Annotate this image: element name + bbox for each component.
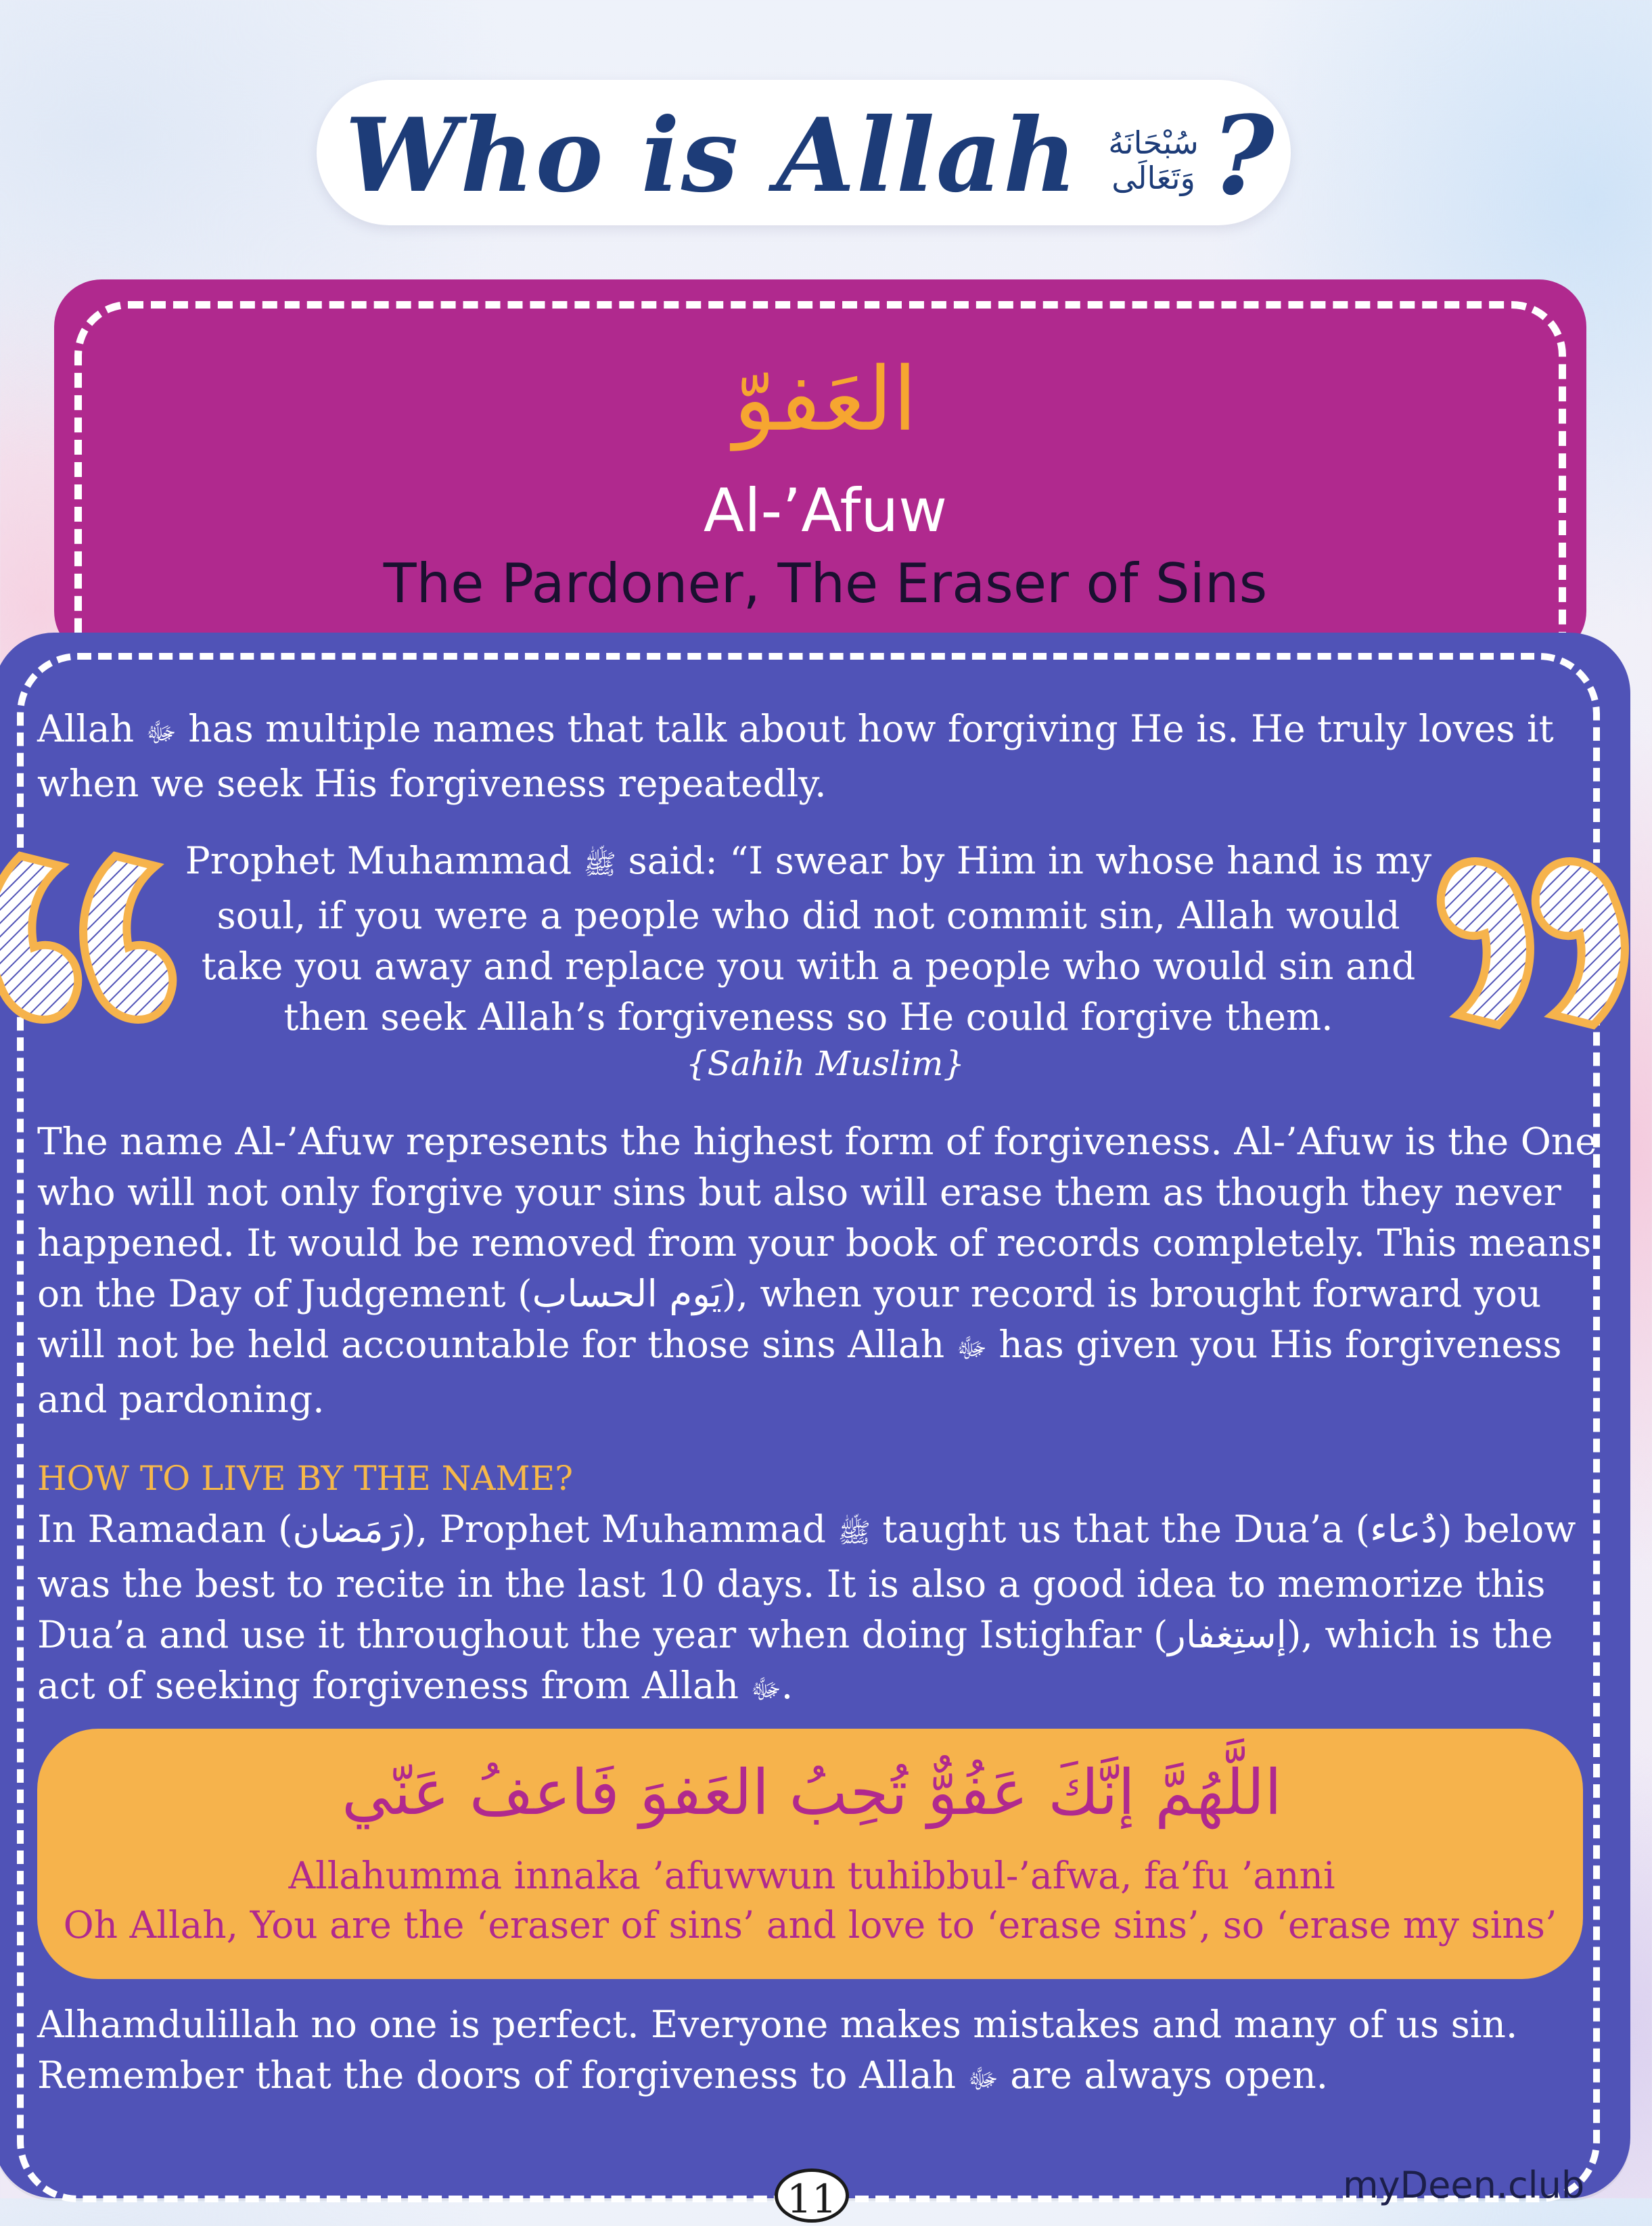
title-question-mark: ?	[1211, 92, 1275, 219]
section-heading: HOW TO LIVE BY THE NAME?	[37, 1459, 574, 1498]
hadith-quote: Prophet Muhammad ﷺ said: “I swear by Him in whose hand is my soul, if you were a people who did not commit sin, Allah would take you away and replace you with a people who would sin and then seek Allah’s forgiveness so He could forgive them.	[185, 839, 1432, 1039]
swt-honorific-icon: ﷻ	[967, 2064, 999, 2095]
intro-paragraph: Allah ﷻ has multiple names that talk about how forgiving He is. He truly loves it when we seek His forgiveness repeatedly.	[37, 707, 1554, 805]
swt-honorific-icon: ﷻ	[750, 1674, 781, 1705]
page-number: 11	[775, 2168, 849, 2223]
saw-honorific-icon: ﷺ	[583, 849, 616, 880]
dua-transliteration: Allahumma innaka ’afuwwun tuhibbul-’afwa, fa’fu ’anni	[288, 1854, 1335, 1897]
saw-honorific-icon: ﷺ	[838, 1518, 871, 1549]
name-meaning: The Pardoner, The Eraser of Sins	[383, 552, 1268, 615]
page-title: Who is Allah	[345, 96, 1079, 215]
close-quote-icon	[1417, 829, 1640, 1052]
watermark: myDeen.club	[1343, 2164, 1585, 2206]
swt-honorific-icon: ﷻ	[145, 717, 177, 748]
name-transliteration: Al-’Afuw	[703, 476, 948, 545]
hadith-source: {Sahih Muslim}	[685, 1044, 965, 1083]
swt-honorific-icon: ﷻ	[956, 1333, 987, 1364]
name-arabic: العَفوّ	[733, 348, 917, 451]
title-honorific: سُبْحَانَهُ وَتَعَالَى	[1108, 124, 1199, 196]
dua-arabic: اللَّهُمَّ إنَّكَ عَفُوٌّ تُحِبُ العَفوَ فَاعفُ عَنّي	[342, 1756, 1282, 1829]
closing-paragraph: Alhamdulillah no one is perfect. Everyone makes mistakes and many of us sin. Remember that the doors of forgiveness to Allah ﷻ are always open.	[37, 2003, 1518, 2097]
dua-meaning: Oh Allah, You are the ‘eraser of sins’ and love to ‘erase sins’, so ‘erase my sins’	[63, 1903, 1557, 1947]
open-quote-icon	[0, 829, 196, 1052]
explanation-paragraph: The name Al-’Afuw represents the highest form of forgiveness. Al-’Afuw is the One who will not only forgive your sins but also will erase them as though they never happened. It would be removed from your book of records completely. This means on the Day of Judgement (يَوم الحساب), when your record is brought forward you will not be held accountable for those sins Allah ﷻ has given you His forgiveness and pardoning.	[37, 1120, 1597, 1421]
how-to-live-paragraph: In Ramadan (رَمَضان), Prophet Muhammad ﷺ taught us that the Dua’a (دُعاء) below was the best to recite in the last 10 days. It is also a good idea to memorize this Dua’a and use it throughout the year when doing Istighfar (إستِغفار), which is the act of seeking forgiveness from Allah ﷻ.	[37, 1507, 1576, 1707]
